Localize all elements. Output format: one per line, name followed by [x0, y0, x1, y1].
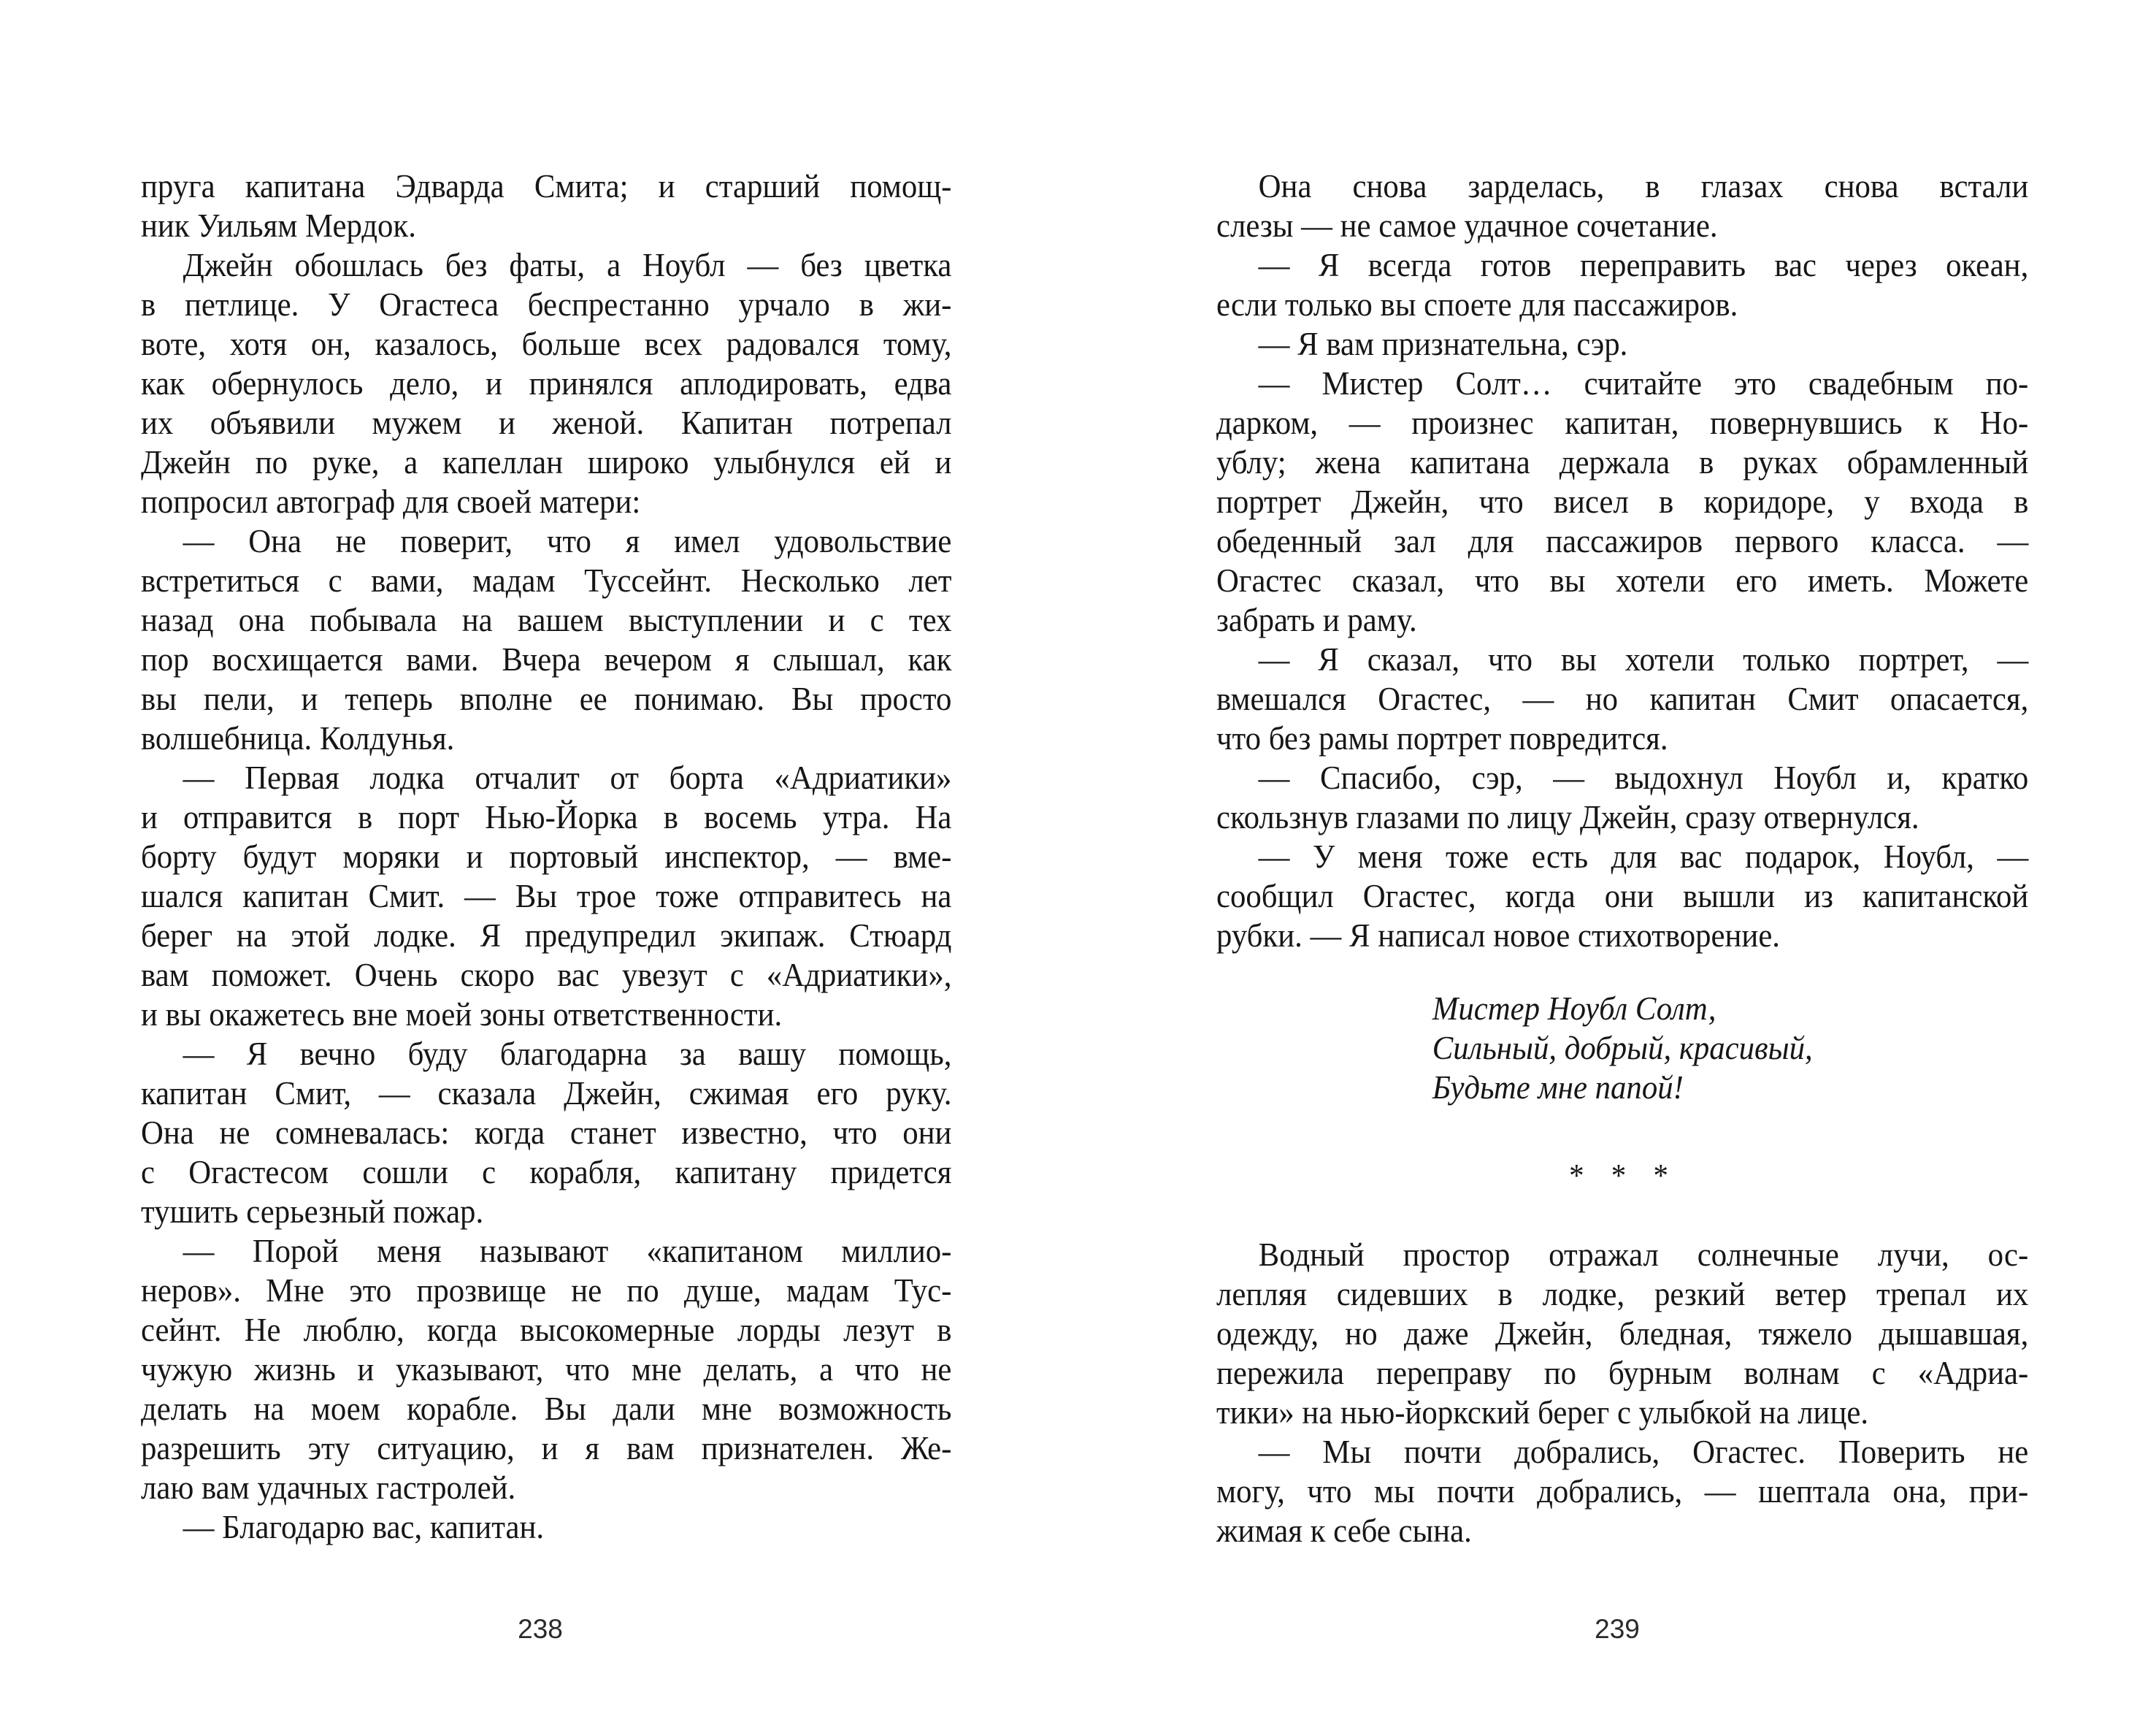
text-line: тушить серьезный пожар. — [141, 1193, 484, 1230]
section-divider: * * * — [1569, 1158, 1676, 1194]
text-line: пор восхищается вами. Вчера вечером я слышал, как — [141, 640, 952, 678]
text-line: — У меня тоже есть для вас подарок, Ноубл, — — [1258, 838, 2029, 875]
poem-line: Будьте мне папой! — [1432, 1068, 1684, 1106]
text-line: Она не сомневалась: когда станет известно, что они — [141, 1114, 952, 1151]
text-line: волшебница. Колдунья. — [141, 719, 455, 757]
text-line: назад она побывала на вашем выступлении и с тех — [141, 601, 952, 638]
text-line: — Первая лодка отчалит от борта «Адриатики» — [183, 759, 952, 796]
text-line: если только вы споете для пассажиров. — [1216, 286, 1738, 323]
text-line: сообщил Огастес, когда они вышли из капитанской — [1216, 877, 2029, 914]
page-number-right: 239 — [1595, 1614, 1640, 1644]
text-line: — Мистер Солт… считайте это свадебным по- — [1258, 364, 2029, 402]
text-line: что без рамы портрет повредится. — [1216, 719, 1668, 757]
text-line: пруга капитана Эдварда Смита; и старший помощ- — [141, 167, 952, 204]
text-line: — Спасибо, сэр, — выдохнул Ноубл и, кратко — [1258, 759, 2029, 796]
text-line: и вы окажетесь вне моей зоны ответственности. — [141, 995, 783, 1033]
text-line: рубки. — Я написал новое стихотворение. — [1216, 917, 1781, 954]
text-line: борту будут моряки и портовый инспектор, — вме- — [141, 838, 952, 875]
text-line: встретиться с вами, мадам Туссейнт. Несколько лет — [141, 562, 952, 599]
page-left-text — [141, 167, 951, 1547]
text-line: Огастес сказал, что вы хотели его иметь. Можете — [1216, 562, 2029, 599]
text-line: с Огастесом сошли с корабля, капитану придется — [141, 1153, 952, 1190]
text-line: — Я вам признательна, сэр. — [1258, 325, 1628, 362]
text-line: обеденный зал для пассажиров первого класса. — — [1216, 522, 2029, 559]
text-line: Джейн по руке, а капеллан широко улыбнулся ей и — [141, 443, 952, 481]
text-line: попросил автограф для своей матери: — [141, 483, 641, 520]
text-line: вам поможет. Очень скоро вас увезут с «Адриатики», — [141, 956, 952, 993]
text-line: воте, хотя он, казалось, больше всех радовался тому, — [141, 325, 952, 362]
text-line: скользнув глазами по лицу Джейн, сразу отвернулся. — [1216, 798, 1919, 835]
text-line: — Она не поверит, что я имел удовольствие — [183, 522, 952, 559]
text-line: портрет Джейн, что висел в коридоре, у входа в — [1216, 483, 2029, 520]
text-line: вмешался Огастес, — но капитан Смит опасается, — [1216, 680, 2029, 717]
text-line: ник Уильям Мердок. — [141, 207, 416, 244]
text-line: в петлице. У Огастеса беспрестанно урчало в жи- — [141, 286, 952, 323]
text-line: — Я вечно буду благодарна за вашу помощь, — [183, 1035, 952, 1072]
text-line: шался капитан Смит. — Вы трое тоже отправитесь на — [141, 877, 952, 914]
text-line: одежду, но даже Джейн, бледная, тяжело дышавшая, — [1216, 1315, 2029, 1353]
poem-line: Сильный, добрый, красивый, — [1432, 1028, 1813, 1066]
text-line: пережила переправу по бурным волнам с «Адриа- — [1216, 1354, 2029, 1392]
text-line: чужую жизнь и указывают, что мне делать, а что не — [141, 1350, 952, 1388]
text-line: разрешить эту ситуацию, и я вам признателен. Же- — [141, 1429, 952, 1466]
text-line: и отправится в порт Нью-Йорка в восемь утра. На — [141, 798, 952, 835]
text-line: капитан Смит, — сказала Джейн, сжимая его руку. — [141, 1074, 952, 1112]
page-number-left: 238 — [518, 1614, 563, 1644]
text-line: — Мы почти добрались, Огастес. Поверить не — [1258, 1433, 2029, 1471]
text-line: Водный простор отражал солнечные лучи, ос- — [1258, 1236, 2029, 1274]
text-line: ублу; жена капитана держала в руках обрамленный — [1216, 443, 2029, 481]
text-line: жимая к себе сына. — [1216, 1512, 1472, 1550]
text-line: забрать и раму. — [1216, 601, 1417, 638]
text-line: могу, что мы почти добрались, — шептала она, при- — [1216, 1472, 2029, 1510]
text-line: — Я всегда готов переправить вас через океан, — [1258, 246, 2029, 283]
text-line: — Порой меня называют «капитаном миллио- — [183, 1232, 952, 1269]
text-line: неров». Мне это прозвище не по душе, мадам Тус- — [141, 1271, 952, 1309]
text-line: лепляя сидевших в лодке, резкий ветер трепал их — [1216, 1275, 2029, 1313]
text-line: тики» на нью-йоркский берег с улыбкой на лице. — [1216, 1393, 1869, 1431]
text-line: Джейн обошлась без фаты, а Ноубл — без цветка — [183, 246, 952, 283]
text-line: Она снова зарделась, в глазах снова встали — [1258, 167, 2029, 204]
text-line: лаю вам удачных гастролей. — [141, 1469, 516, 1506]
page-right-text — [1216, 167, 2028, 1550]
text-line: сейнт. Не люблю, когда высокомерные лорды лезут в — [141, 1311, 952, 1348]
text-line: — Благодарю вас, капитан. — [183, 1508, 545, 1545]
text-line: вы пели, и теперь вполне ее понимаю. Вы просто — [141, 680, 952, 717]
text-line: делать на моем корабле. Вы дали мне возможность — [141, 1390, 952, 1427]
text-line: — Я сказал, что вы хотели только портрет, — — [1258, 640, 2029, 678]
poem-line: Мистер Ноубл Солт, — [1432, 989, 1716, 1027]
text-line: их объявили мужем и женой. Капитан потрепал — [141, 404, 952, 441]
text-line: слезы — не самое удачное сочетание. — [1216, 207, 1718, 244]
text-line: берег на этой лодке. Я предупредил экипаж. Стюард — [141, 917, 952, 954]
text-line: как обернулось дело, и принялся аплодировать, едва — [141, 364, 952, 402]
text-line: дарком, — произнес капитан, повернувшись к Но- — [1216, 404, 2029, 441]
